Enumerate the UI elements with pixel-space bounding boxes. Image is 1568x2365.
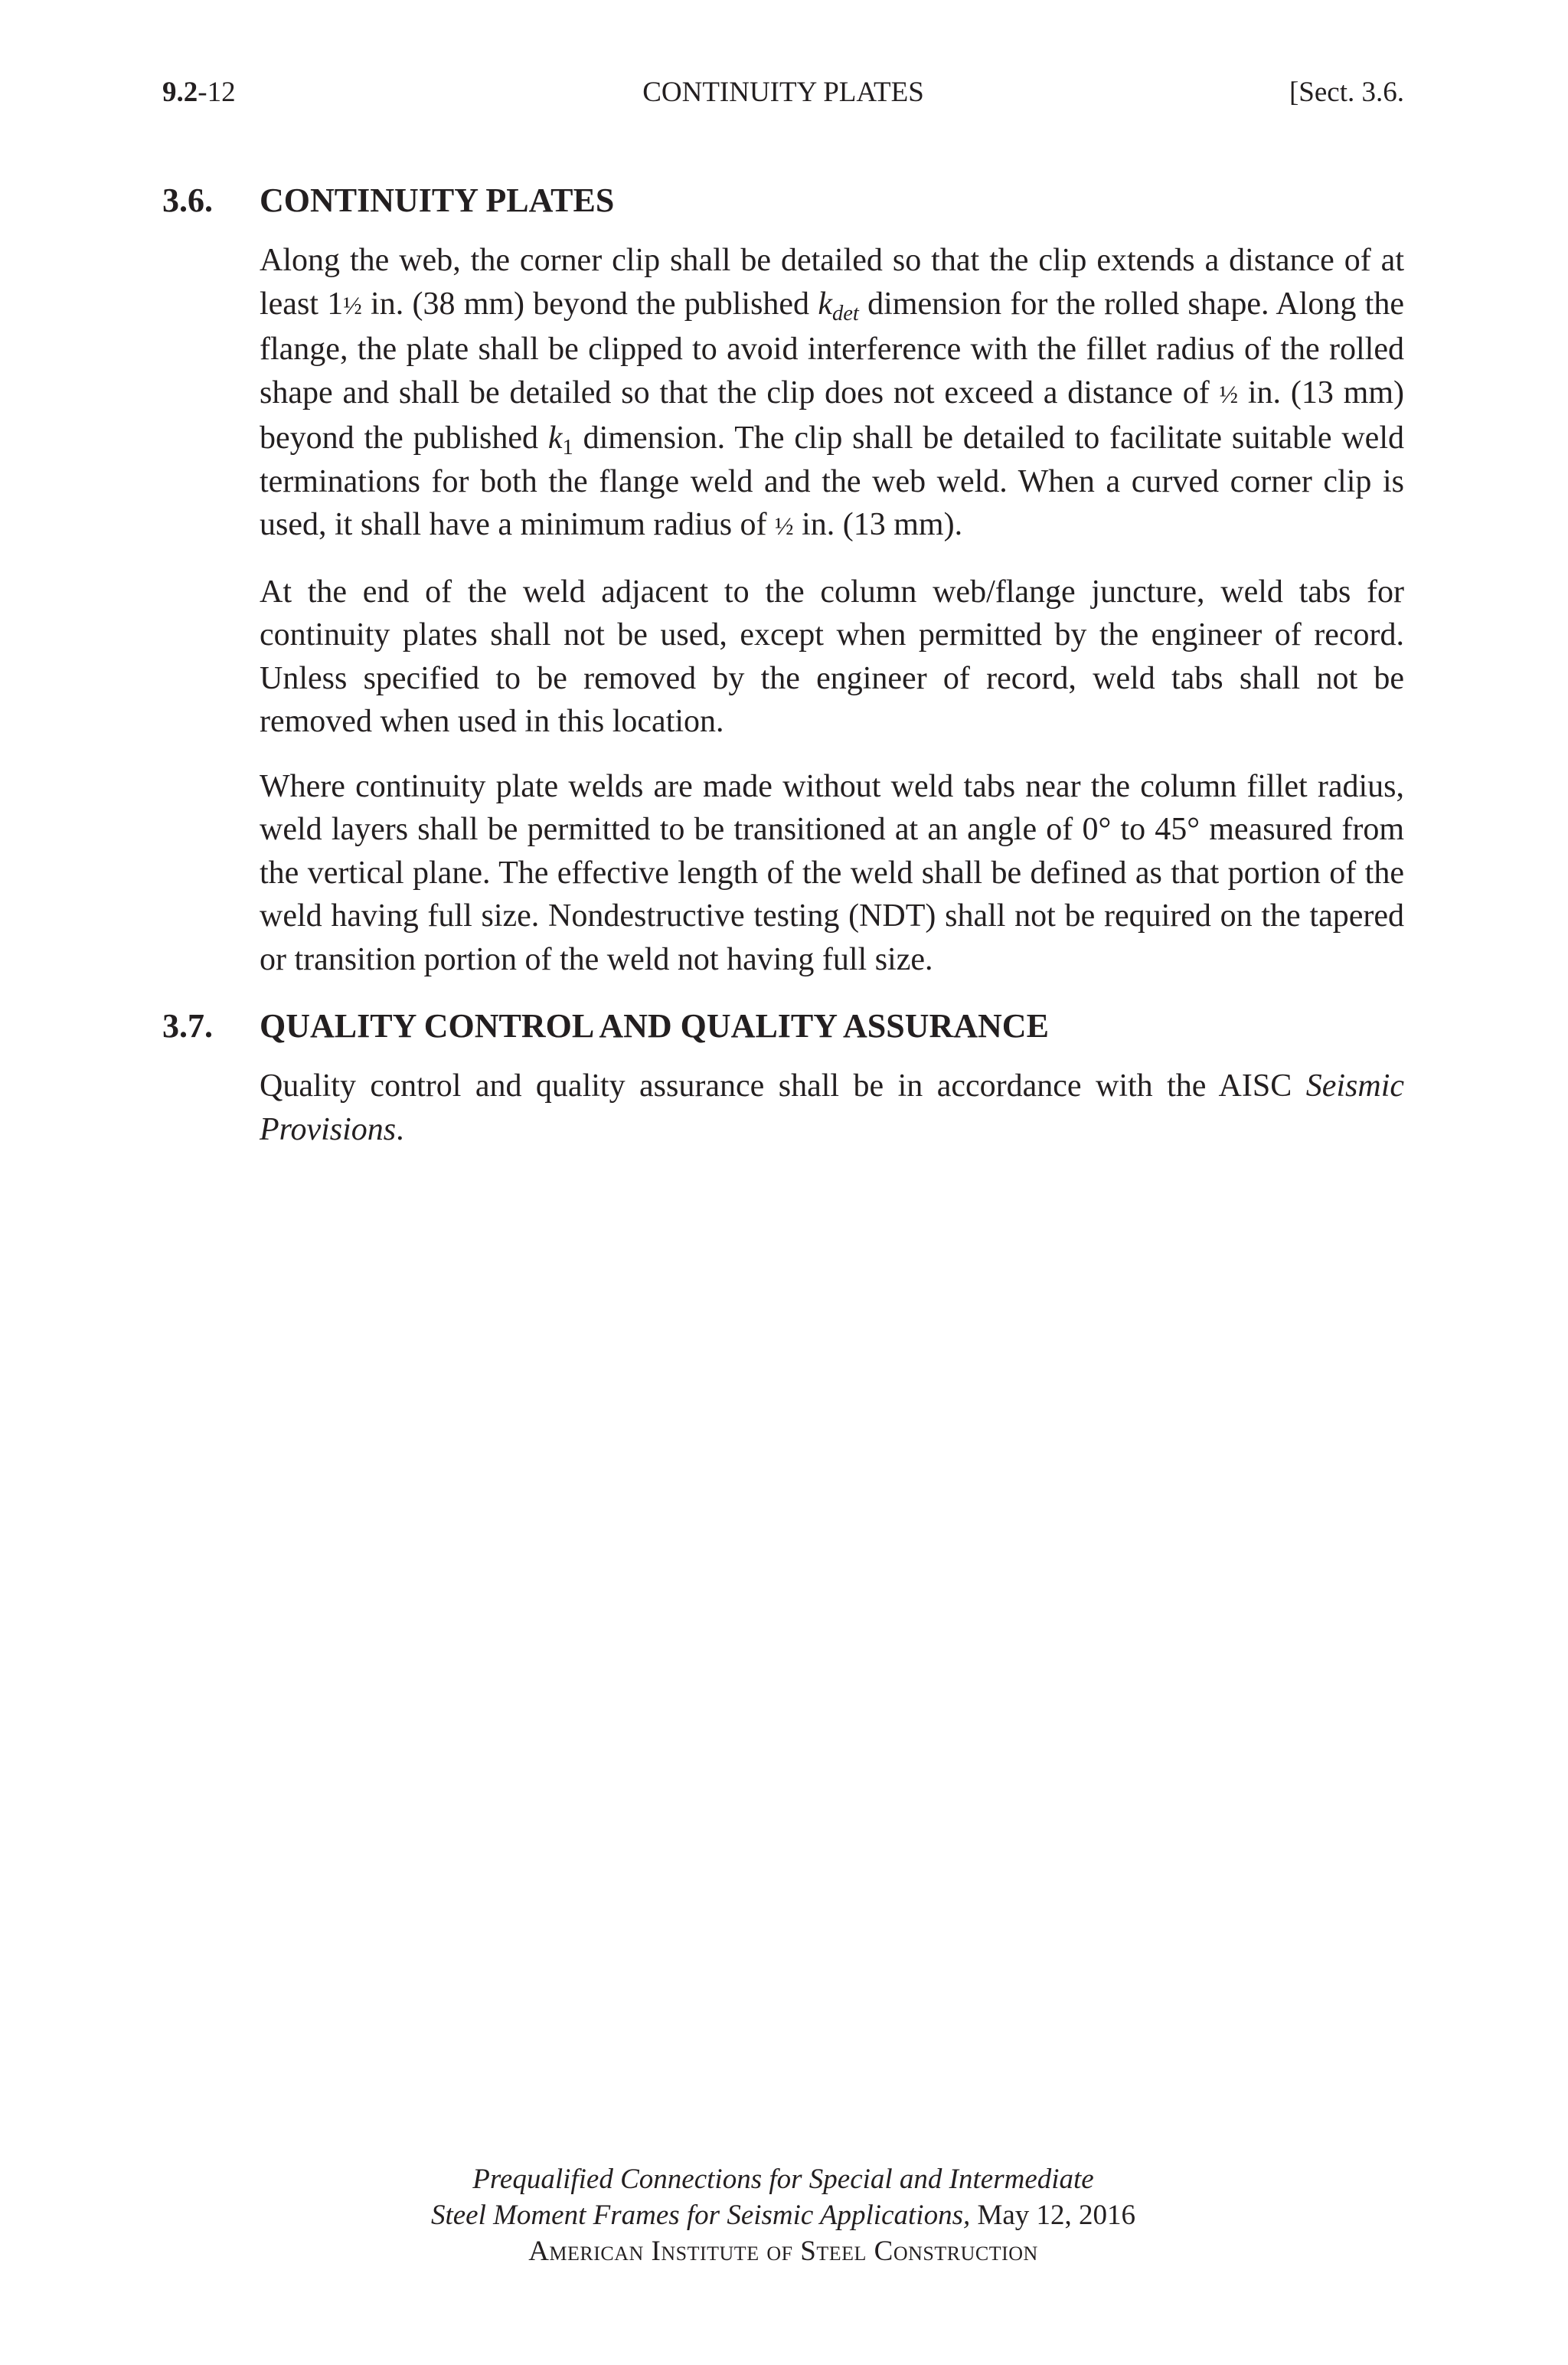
section-3-6 bbox=[162, 178, 1404, 981]
section-body bbox=[260, 239, 1404, 981]
paragraph-quality: Quality control and quality assurance shall be in accordance with the AISC Seismic Provisions. bbox=[260, 1068, 1404, 1147]
section-reference: [Sect. 3.6. bbox=[1289, 77, 1404, 108]
footer-title-line1: Prequalified Connections for Special and Intermediate bbox=[472, 2164, 1094, 2195]
section-3-7 bbox=[162, 1003, 1404, 1151]
paragraph-weld-tabs: At the end of the weld adjacent to the column web/flange juncture, weld tabs for continuity plates shall not be used, except when permitted by the engineer of record. Unless specified to be removed by the engineer of record, weld tabs shall not be removed when used in this location. bbox=[260, 574, 1404, 739]
running-header bbox=[162, 74, 1404, 112]
section-title: QUALITY CONTROL AND QUALITY ASSURANCE bbox=[260, 1007, 1049, 1045]
section-heading bbox=[162, 178, 1404, 224]
section-number: 3.6. bbox=[162, 182, 213, 219]
section-number: 3.7. bbox=[162, 1007, 213, 1045]
section-body bbox=[260, 1065, 1404, 1151]
running-title: CONTINUITY PLATES bbox=[642, 77, 924, 108]
section-title: CONTINUITY PLATES bbox=[260, 182, 615, 219]
paragraph-weld-transition: Where continuity plate welds are made without weld tabs near the column fillet radius, weld layers shall be permitted to be transitioned at an angle of 0° to 45° measured from the vertical plane. The effective length of the weld shall be defined as that portion of the weld having full size. Nondestructive testing (NDT) shall not be required on the tapered or transition portion of the weld not having full size. bbox=[260, 768, 1404, 977]
k-det-symbol: $k_{det}$ bbox=[818, 286, 859, 325]
footer-title-line2: Steel Moment Frames for Seismic Applications, May 12, 2016 bbox=[430, 2200, 1136, 2231]
page-number: 9.2-12 bbox=[162, 77, 236, 108]
footer-publisher: American Institute of Steel Construction bbox=[528, 2236, 1038, 2267]
k1-symbol: $k_1$ bbox=[547, 420, 573, 460]
section-heading bbox=[162, 1003, 1404, 1049]
paragraph-corner-clip: Along the web, the corner clip shall be detailed so that the clip extends a distance of at least 1½ in. (38 mm) beyond the published $k_{det}$ dimension for the rolled shape. Along the flange, the plate shall be clipped to avoid interference with the fillet radius of the rolled shape and shall be detailed so that the clip does not exceed a distance of ½ in. (13 mm) beyond the published $k_1$ dimension. The clip shall be detailed to facilitate suitable weld terminations for both the flange weld and the web weld. When a curved corner clip is used, it shall have a minimum radius of ½ in. (13 mm). bbox=[260, 243, 1404, 542]
page-footer bbox=[162, 2161, 1404, 2269]
